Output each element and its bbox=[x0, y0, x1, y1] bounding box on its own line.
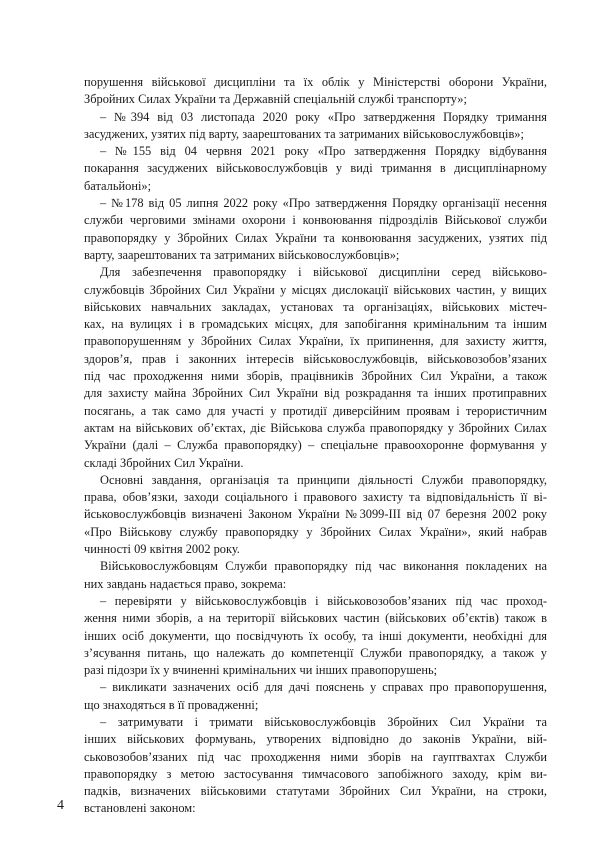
text-line: України (далі – Служба правопорядку) – спеціальне правоохоронне формування у bbox=[84, 438, 547, 453]
text-line: – перевіряти у військовослужбовців і військовозобов’язаних під час проход- bbox=[100, 593, 547, 608]
paragraph bbox=[84, 593, 547, 679]
text-line: що знаходяться в її провадженні; bbox=[84, 697, 259, 712]
text-line: них завдань надається право, зокрема: bbox=[84, 576, 287, 591]
text-line: права, обов’язки, заходи соціального і правового захисту та відповідальність її ві- bbox=[84, 490, 547, 505]
text-line: ках, на вулицях і в громадських місцях, для запобігання кримінальним та іншим bbox=[84, 317, 547, 332]
text-line: ження ними зборів, а на території військових частин (військових об’єктів) також в bbox=[84, 611, 547, 626]
text-line: засуджених, узятих під варту, заарештованих та затриманих військовослужбовців»; bbox=[84, 126, 524, 141]
text-line: падків, визначених військовими статутами Збройних Сил України, на строки, bbox=[84, 784, 547, 799]
text-line: – №394 від 03 листопада 2020 року «Про затвердження Порядку тримання bbox=[100, 109, 547, 124]
paragraph bbox=[84, 679, 547, 714]
paragraph bbox=[84, 714, 547, 818]
text-line: разі підозри їх у вчиненні кримінальних чи інших правопорушень; bbox=[84, 663, 438, 678]
text-line: ськовозобов’язаних під час проходження ними зборів на гауптвахтах Служби bbox=[84, 749, 547, 764]
text-line: для захисту майна Збройних Сил України від розкрадання та інших протиправних bbox=[84, 386, 547, 401]
paragraph bbox=[84, 143, 547, 195]
text-line: – №178 від 05 липня 2022 року «Про затвердження Порядку організації несення bbox=[100, 196, 547, 211]
text-line: служби черговими змінами охорони і конвоювання підрозділів Військової служби bbox=[84, 213, 547, 228]
paragraph bbox=[84, 109, 547, 144]
document-page bbox=[84, 74, 547, 818]
text-line: – №155 від 04 червня 2021 року «Про затвердження Порядку відбування bbox=[100, 144, 547, 159]
text-line: з’ясування питань, що належать до компетенції Служби правопорядку, а також у bbox=[84, 645, 547, 660]
text-line: – викликати зазначених осіб для дачі пояснень у справах про правопорушення, bbox=[100, 680, 547, 695]
text-line: актам на військових об’єктах, діє Військова служба правопорядку у Збройних Силах bbox=[84, 420, 547, 435]
text-line: під час проходження ними зборів, працівників Збройних Сил України, а також bbox=[84, 369, 547, 384]
text-line: інших осіб документи, що посвідчують їх особу, та інші документи, необхідні для bbox=[84, 628, 547, 643]
text-line: – затримувати і тримати військовослужбовців Збройних Сил України та bbox=[100, 714, 547, 729]
text-line: варту, заарештованих та затриманих військовослужбовців»; bbox=[84, 247, 400, 262]
text-line: йськовослужбовців визначені Законом України №3099-III від 07 березня 2002 року bbox=[84, 507, 547, 522]
text-line: складі Збройних Сил України. bbox=[84, 455, 244, 470]
text-line: Основні завдання, організація та принципи діяльності Служби правопорядку, bbox=[100, 472, 547, 487]
paragraph bbox=[84, 74, 547, 109]
text-line: посягань, а так само для участі у протидії диверсійним проявам і терористичним bbox=[84, 403, 547, 418]
text-line: здоров’я, прав і законних інтересів військовослужбовців, військовозобов’язаних bbox=[84, 351, 547, 366]
paragraph bbox=[84, 558, 547, 593]
text-line: «Про Військову службу правопорядку у Збройних Силах України», який набрав bbox=[84, 524, 547, 539]
page-number: 4 bbox=[57, 798, 64, 813]
text-line: Збройних Силах України та Державній спеціальній службі транспорту»; bbox=[84, 92, 467, 107]
paragraph bbox=[84, 195, 547, 264]
text-line: військових навчальних закладах, установах та організаціях, військових містеч- bbox=[84, 299, 547, 314]
text-line: службовців Збройних Сил України у місцях дислокації військових частин, у вищих bbox=[84, 282, 547, 297]
text-line: Для забезпечення правопорядку і військової дисципліни серед військово- bbox=[100, 265, 547, 280]
paragraph bbox=[84, 472, 547, 558]
text-line: покарання засуджених військовослужбовців у виді тримання в дисциплінарному bbox=[84, 161, 547, 176]
paragraph bbox=[84, 264, 547, 472]
text-line: батальйоні»; bbox=[84, 178, 152, 193]
text-line: правопорядку з метою застосування тимчасового запобіжного заходу, крім ви- bbox=[84, 766, 547, 781]
text-line: Військовослужбовцям Служби правопорядку під час виконання покладених на bbox=[100, 559, 547, 574]
text-line: чинності 09 квітня 2002 року. bbox=[84, 542, 240, 557]
text-line: встановлені законом: bbox=[84, 801, 196, 816]
text-line: інших військових формувань, утворених відповідно до законів України, вій- bbox=[84, 732, 547, 747]
text-line: правопорядку у Збройних Силах України та конвоювання засуджених, узятих під bbox=[84, 230, 547, 245]
text-line: порушення військової дисципліни та їх облік у Міністерстві оборони України, bbox=[84, 75, 547, 89]
text-line: правопорушенням у Збройних Силах України, їх припинення, для захисту життя, bbox=[84, 334, 547, 349]
